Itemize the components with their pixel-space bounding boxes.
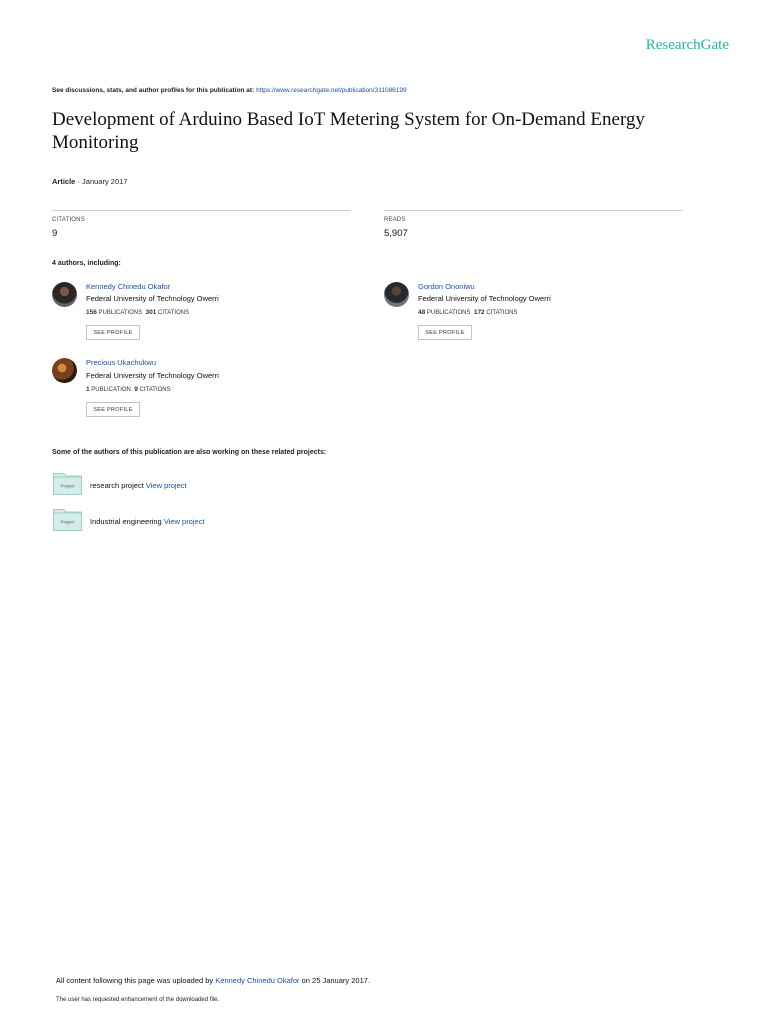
project-folder-icon xyxy=(53,473,82,495)
project-item xyxy=(90,517,205,526)
avatar[interactable] xyxy=(52,282,77,307)
discussion-line xyxy=(52,87,407,94)
citations-label: CITATIONS xyxy=(139,387,171,393)
upload-suffix: on 25 January 2017. xyxy=(301,976,370,985)
page-title: Development of Arduino Based IoT Metering System for On-Demand Energy Monitoring xyxy=(52,109,645,153)
authors-heading: 4 authors, including: xyxy=(52,260,121,267)
avatar[interactable] xyxy=(384,282,409,307)
author-name-link[interactable]: Kennedy Chinedu Okafor xyxy=(86,282,171,291)
see-profile-button[interactable]: SEE PROFILE xyxy=(86,402,140,417)
uploader-link[interactable]: Kennedy Chinedu Okafor xyxy=(215,976,300,985)
discussion-label: See discussions, stats, and author profiles for this publication at: xyxy=(52,87,255,94)
publication-meta xyxy=(52,177,127,186)
citations-label: CITATIONS xyxy=(52,217,85,223)
citations-value: 9 xyxy=(52,228,58,239)
upload-prefix: All content following this page was uploaded by xyxy=(56,976,214,985)
publications-count: 1 xyxy=(86,386,90,393)
citations-count: 172 xyxy=(473,309,485,316)
citations-count: 9 xyxy=(134,386,138,393)
project-item xyxy=(90,481,187,490)
divider xyxy=(384,210,683,211)
divider xyxy=(52,210,351,211)
publication-type: Article xyxy=(52,177,76,186)
author-name-link[interactable]: Precious Ukachukwu xyxy=(86,358,157,367)
reads-value: 5,907 xyxy=(384,228,408,239)
researchgate-logo: ResearchGate xyxy=(645,37,729,53)
project-icon-label: Project xyxy=(60,519,75,525)
citations-label: CITATIONS xyxy=(486,310,518,316)
project-folder-icon xyxy=(53,509,82,531)
avatar[interactable] xyxy=(52,358,77,383)
reads-label: READS xyxy=(384,217,406,223)
project-name: research project xyxy=(90,481,144,490)
see-profile-button[interactable]: SEE PROFILE xyxy=(418,325,472,340)
publication-url-link[interactable]: https://www.researchgate.net/publication/311086199 xyxy=(256,87,407,94)
enhancement-note: The user has requested enhancement of the downloaded file. xyxy=(56,997,220,1003)
publication-date: · January 2017 xyxy=(77,177,128,186)
project-icon-label: Project xyxy=(60,483,75,489)
view-project-link[interactable]: View project xyxy=(145,481,187,490)
upload-note xyxy=(56,976,370,985)
author-institution: Federal University of Technology Owerri xyxy=(86,371,219,380)
citations-count: 301 xyxy=(145,309,157,316)
author-institution: Federal University of Technology Owerri xyxy=(418,294,551,303)
publications-label: PUBLICATION xyxy=(91,387,131,393)
publications-count: 156 xyxy=(86,309,97,316)
author-name-link[interactable]: Gordon Ononiwu xyxy=(418,282,475,291)
publications-label: PUBLICATIONS xyxy=(98,310,143,316)
citations-label: CITATIONS xyxy=(157,310,190,316)
author-stats xyxy=(86,386,171,393)
view-project-link[interactable]: View project xyxy=(163,517,205,526)
author-stats xyxy=(418,309,517,316)
project-name: Industrial engineering xyxy=(90,517,162,526)
publications-count: 48 xyxy=(418,309,426,316)
projects-heading: Some of the authors of this publication are also working on these related projects: xyxy=(52,449,327,456)
see-profile-button[interactable]: SEE PROFILE xyxy=(86,325,140,340)
author-institution: Federal University of Technology Owerri xyxy=(86,294,219,303)
author-stats xyxy=(86,309,189,316)
publications-label: PUBLICATIONS xyxy=(426,310,471,316)
